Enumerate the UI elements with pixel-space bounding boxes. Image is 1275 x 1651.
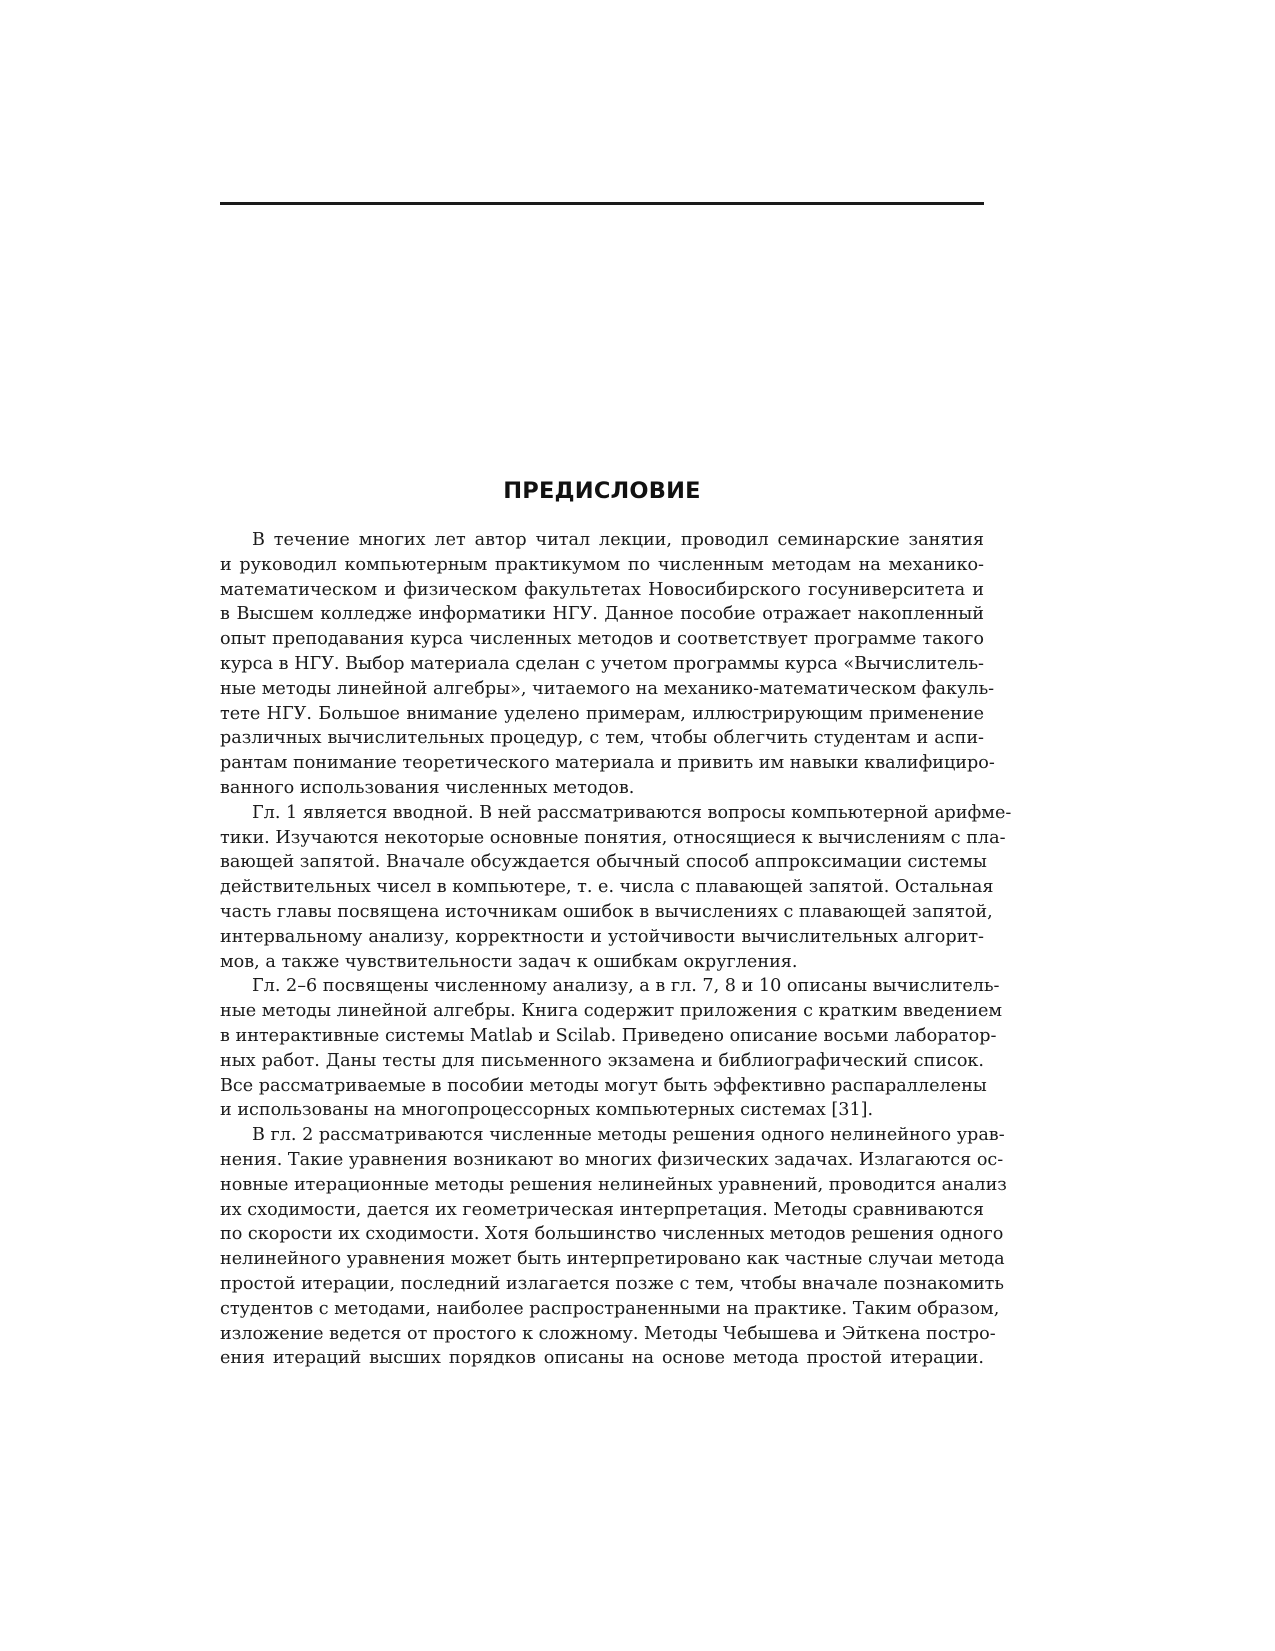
text-line: нения. Такие уравнения возникают во многих физических задачах. Излагаются ос- — [220, 1149, 1004, 1170]
text-line: Все рассматриваемые в пособии методы могут быть эффективно распараллелены — [220, 1075, 987, 1096]
text-line: интервальному анализу, корректности и устойчивости вычислительных алгорит- — [220, 926, 984, 947]
body-text — [220, 528, 1012, 1371]
text-line: ванного использования численных методов. — [220, 777, 635, 798]
text-line: часть главы посвящена источникам ошибок в вычислениях с плавающей запятой, — [220, 901, 993, 922]
text-line: и руководил компьютерным практикумом по численным методам на механико- — [220, 554, 984, 575]
text-line: различных вычислительных процедур, с тем, чтобы облегчить студентам и аспи- — [220, 728, 984, 749]
text-line: мов, а также чувствительности задач к ошибкам округления. — [220, 951, 798, 972]
text-line: ения итераций высших порядков описаны на основе метода простой итерации. — [220, 1348, 984, 1369]
header-rule — [220, 202, 984, 205]
chapter-title: ПРЕДИСЛОВИЕ — [503, 478, 701, 504]
text-line: их сходимости, дается их геометрическая интерпретация. Методы сравниваются — [220, 1199, 984, 1220]
text-line: Гл. 2–6 посвящены численному анализу, а в гл. 7, 8 и 10 описаны вычислитель- — [252, 976, 1000, 997]
text-line: действительных чисел в компьютере, т. е. числа с плавающей запятой. Остальная — [220, 877, 994, 898]
text-line: нелинейного уравнения может быть интерпретировано как частные случаи метода — [220, 1249, 1005, 1270]
text-line: В течение многих лет автор читал лекции, проводил семинарские занятия — [252, 530, 984, 550]
text-line: тики. Изучаются некоторые основные понятия, относящиеся к вычислениям с пла- — [220, 827, 1006, 848]
text-line: в интерактивные системы Matlab и Scilab. Приведено описание восьми лаборатор- — [220, 1025, 997, 1046]
text-line: рантам понимание теоретического материала и привить им навыки квалифициро- — [220, 753, 995, 774]
text-line: опыт преподавания курса численных методов и соответствует программе такого — [220, 629, 984, 650]
text-line: В гл. 2 рассматриваются численные методы решения одного нелинейного урав- — [252, 1125, 1005, 1146]
text-line: Гл. 1 является вводной. В ней рассматриваются вопросы компьютерной арифме- — [252, 802, 1012, 823]
text-line: вающей запятой. Вначале обсуждается обычный способ аппроксимации системы — [220, 852, 987, 873]
text-line: математическом и физическом факультетах Новосибирского госуниверситета и — [220, 579, 984, 600]
text-line: студентов с методами, наиболее распространенными на практике. Таким образом, — [220, 1298, 1000, 1319]
paragraph-1 — [220, 528, 995, 801]
text-line: по скорости их сходимости. Хотя большинство численных методов решения одного — [220, 1224, 1004, 1245]
text-line: курса в НГУ. Выбор материала сделан с учетом программы курса «Вычислитель- — [220, 653, 984, 674]
text-line: ные методы линейной алгебры», читаемого на механико-математическом факуль- — [220, 678, 995, 699]
paragraph-3 — [220, 974, 1003, 1123]
text-line: в Высшем колледже информатики НГУ. Данное пособие отражает накопленный — [220, 604, 984, 625]
text-line: ных работ. Даны тесты для письменного экзамена и библиографический список. — [220, 1050, 984, 1071]
text-line: ные методы линейной алгебры. Книга содержит приложения с кратким введением — [220, 1001, 1003, 1022]
text-line: простой итерации, последний излагается позже с тем, чтобы вначале познакомить — [220, 1273, 1004, 1294]
text-line: тете НГУ. Большое внимание уделено примерам, иллюстрирующим применение — [220, 703, 984, 724]
paragraph-4 — [220, 1123, 1007, 1371]
paragraph-2 — [220, 801, 1012, 975]
text-line: изложение ведется от простого к сложному. Методы Чебышева и Эйткена постро- — [220, 1323, 996, 1344]
text-line: новные итерационные методы решения нелинейных уравнений, проводится анализ — [220, 1174, 1007, 1195]
text-line: и использованы на многопроцессорных компьютерных системах [31]. — [220, 1100, 874, 1121]
